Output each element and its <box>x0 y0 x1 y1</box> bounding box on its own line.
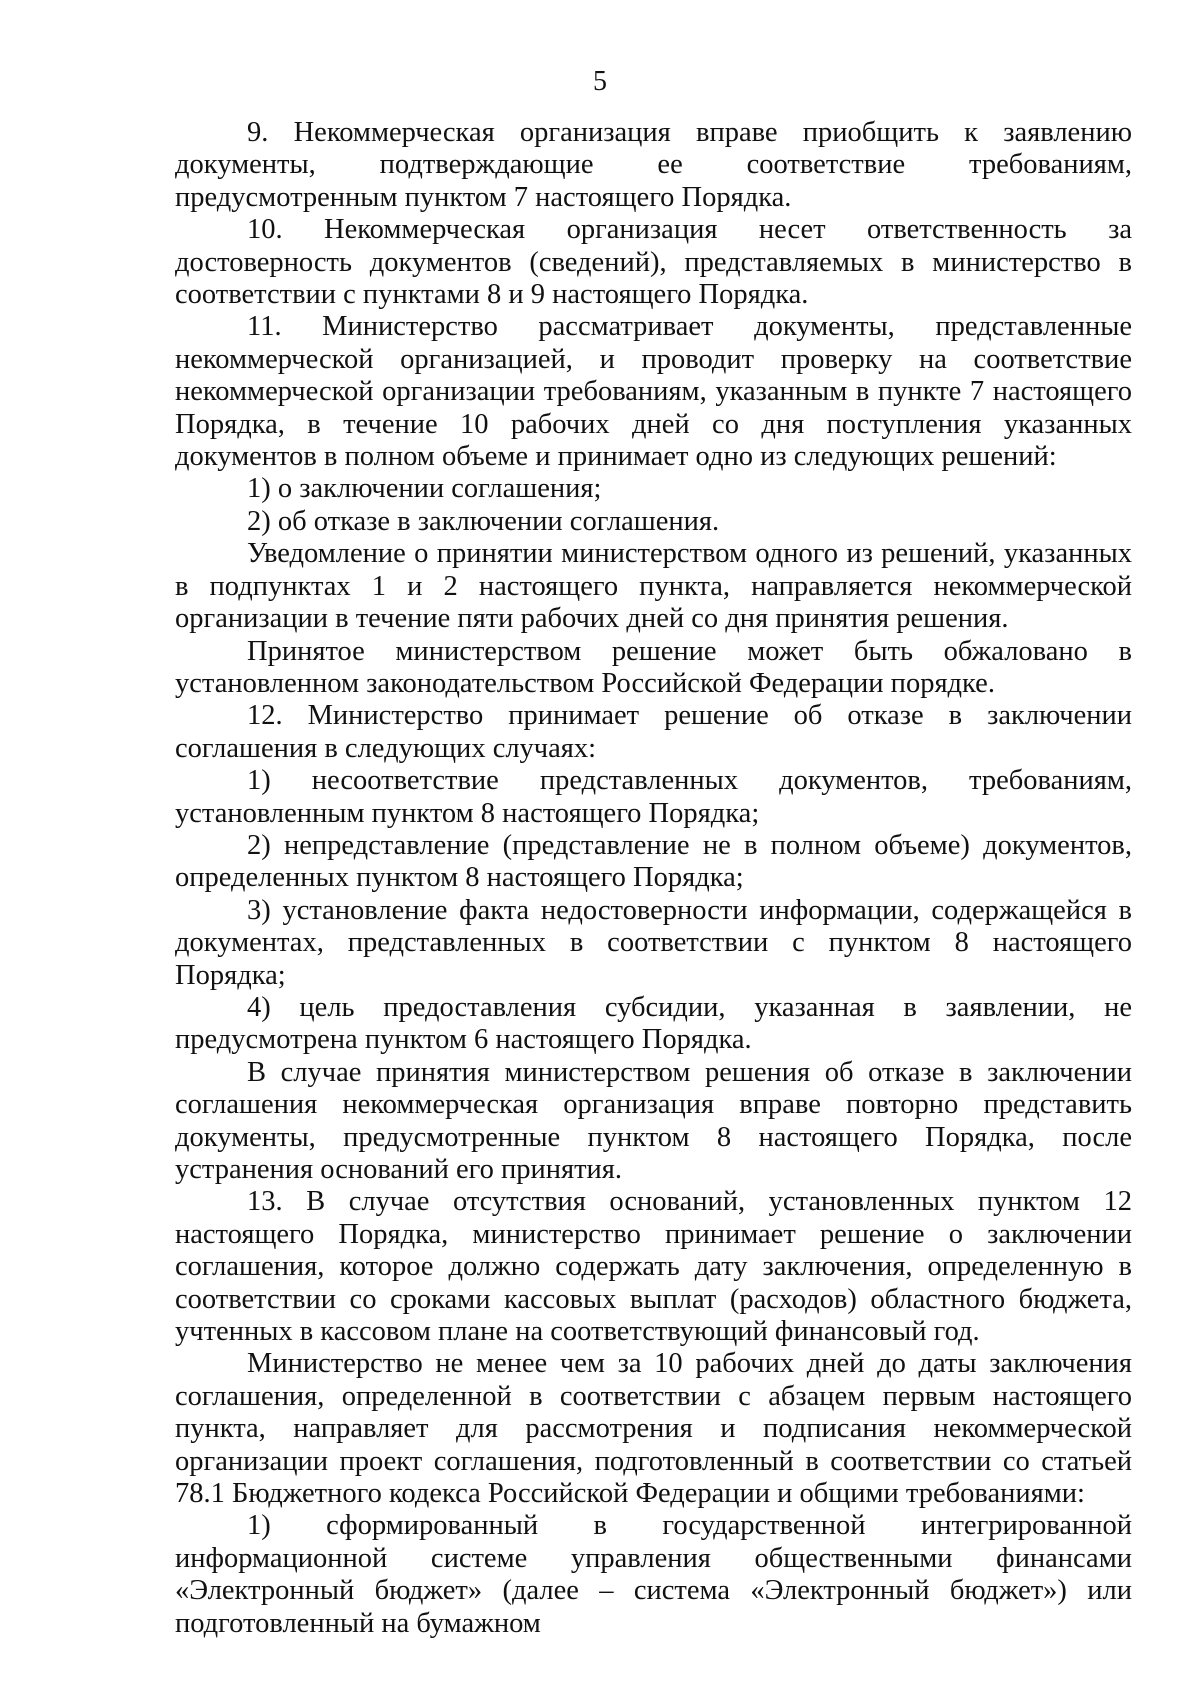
paragraph: Уведомление о принятии министерством одного из решений, указанных в подпунктах 1 и 2 настоящего пункта, направляется некоммерческой организации в течение пяти рабочих дней со дня принятия решения. <box>175 538 1132 635</box>
paragraph: 12. Министерство принимает решение об отказе в заключении соглашения в следующих случаях: <box>175 700 1132 764</box>
paragraph: 13. В случае отсутствия оснований, установленных пунктом 12 настоящего Порядка, министерство принимает решение о заключении соглашения, которое должно содержать дату заключения, определенную в соответствии со сроками кассовых выплат (расходов) областного бюджета, учтенных в кассовом плане на соответствующий финансовый год. <box>175 1186 1132 1348</box>
paragraph: 2) об отказе в заключении соглашения. <box>247 505 720 537</box>
paragraph: 4) цель предоставления субсидии, указанная в заявлении, не предусмотрена пунктом 6 настоящего Порядка. <box>175 991 1132 1056</box>
paragraph: 11. Министерство рассматривает документы, представленные некоммерческой организацией, и проводит проверку на соответствие некоммерческой организации требованиям, указанным в пункте 7 настоящего Порядка, в течение 10 рабочих дней со дня поступления указанных документов в полном объеме и принимает одно из следующих решений: <box>175 311 1132 473</box>
paragraph: В случае принятия министерством решения об отказе в заключении соглашения некоммерческая организация вправе повторно представить документы, предусмотренные пунктом 8 настоящего Порядка, после устранения оснований его принятия. <box>175 1056 1132 1185</box>
paragraph: 2) непредставление (представление не в полном объеме) документов, определенных пунктом 8 настоящего Порядка; <box>175 829 1132 894</box>
paragraph: 1) сформированный в государственной интегрированной информационной системе управления общественными финансами «Электронный бюджет» (далее – система «Электронный бюджет») или подготовленный на бумажном <box>175 1510 1132 1639</box>
paragraph: 9. Некоммерческая организация вправе приобщить к заявлению документы, подтверждающие ее соответствие требованиям, предусмотренным пунктом 7 настоящего Порядка. <box>175 117 1132 213</box>
paragraph: Принятое министерством решение может быть обжаловано в установленном законодательством Российской Федерации порядке. <box>175 635 1132 699</box>
paragraph: 10. Некоммерческая организация несет ответственность за достоверность документов (сведений), представляемых в министерство в соответствии с пунктами 8 и 9 настоящего Порядка. <box>175 214 1132 311</box>
document-body <box>175 117 1132 1640</box>
paragraph: 3) установление факта недостоверности информации, содержащейся в документах, представленных в соответствии с пунктом 8 настоящего Порядка; <box>175 894 1132 991</box>
page-number: 5 <box>593 66 607 97</box>
paragraph: 1) несоответствие представленных документов, требованиям, установленным пунктом 8 настоящего Порядка; <box>175 765 1132 829</box>
paragraph: 1) о заключении соглашения; <box>247 473 602 505</box>
paragraph: Министерство не менее чем за 10 рабочих дней до даты заключения соглашения, определенной в соответствии с абзацем первым настоящего пункта, направляет для рассмотрения и подписания некоммерческой организации проект соглашения, подготовленный в соответствии со статьей 78.1 Бюджетного кодекса Российской Федерации и общими требованиями: <box>175 1348 1132 1510</box>
